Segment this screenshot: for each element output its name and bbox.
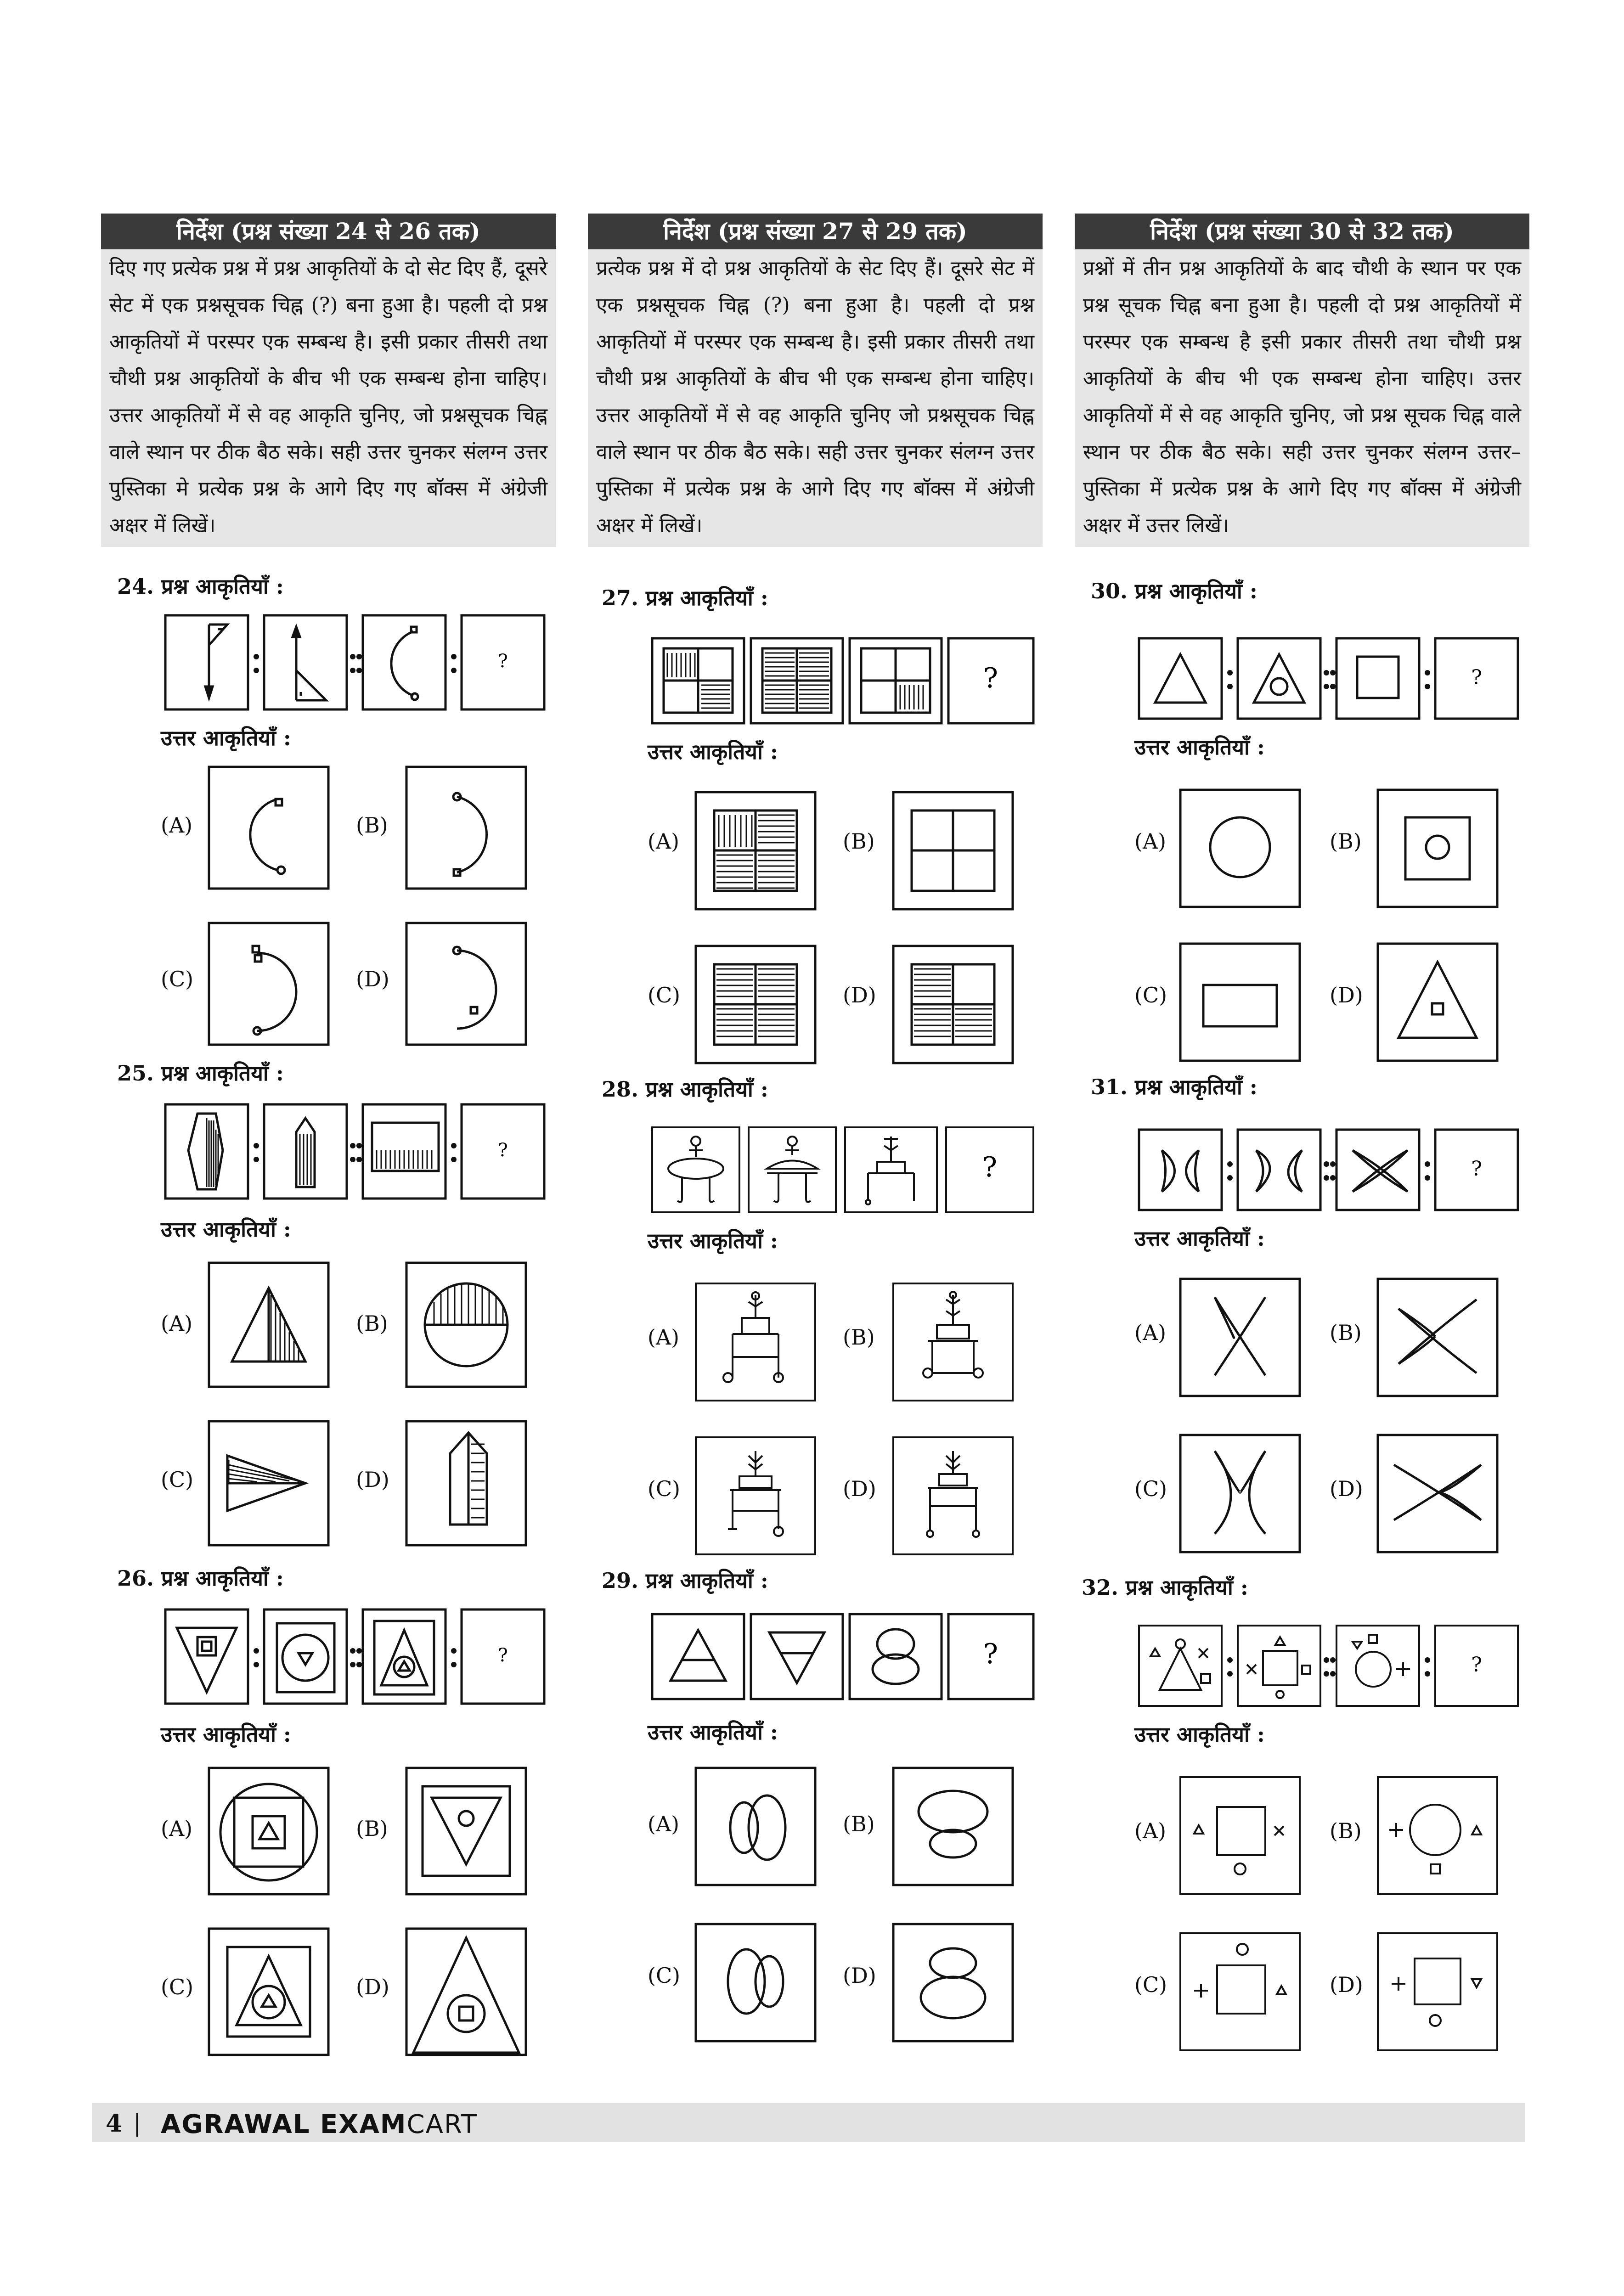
brand-name-light: CART — [406, 2110, 478, 2139]
question-number: 31. — [1091, 1075, 1128, 1099]
question-number: 26. — [117, 1566, 154, 1591]
option-d-label[interactable]: (D) — [1330, 1476, 1363, 1501]
option-c-label[interactable]: (C) — [648, 1963, 681, 1988]
q24-answer-figures[interactable] — [207, 765, 528, 1049]
answer-figures-label: उत्तर आकृतियाँ : — [161, 1217, 291, 1242]
q28-answer-figures[interactable] — [694, 1281, 1015, 1557]
option-a-label[interactable]: (A) — [648, 829, 680, 854]
option-a-label[interactable]: (A) — [648, 1325, 680, 1350]
q29-question-figures — [650, 1612, 1036, 1704]
footer-separator: | — [133, 2110, 141, 2137]
question-29-title — [602, 1566, 768, 1594]
question-mark: ? — [498, 1645, 508, 1666]
option-a-label[interactable]: (A) — [161, 813, 193, 838]
q26-answer-figures[interactable] — [207, 1766, 528, 2057]
option-c-label[interactable]: (C) — [648, 1476, 681, 1501]
question-number: 24. — [117, 574, 154, 599]
brand-logo — [161, 2110, 478, 2139]
question-number: 32. — [1082, 1575, 1119, 1600]
q24-question-figures — [163, 613, 549, 714]
question-number: 30. — [1091, 579, 1128, 603]
option-c-label[interactable]: (C) — [1134, 1476, 1167, 1501]
question-24-title — [117, 572, 284, 600]
question-figures-label: प्रश्न आकृतियाँ : — [1126, 1575, 1248, 1600]
question-28-title — [602, 1075, 768, 1103]
option-b-label[interactable]: (B) — [843, 829, 875, 854]
option-a-label[interactable]: (A) — [1134, 1818, 1167, 1843]
direction-block-30-32 — [1075, 214, 1529, 547]
q27-question-figures — [650, 636, 1036, 728]
q27-answer-figures[interactable] — [694, 790, 1015, 1065]
option-b-label[interactable]: (B) — [1330, 829, 1362, 854]
option-c-label[interactable]: (C) — [161, 967, 194, 991]
option-b-label[interactable]: (B) — [356, 1311, 388, 1336]
option-c-label[interactable]: (C) — [1134, 983, 1167, 1007]
answer-figures-label: उत्तर आकृतियाँ : — [648, 1228, 778, 1253]
question-number: 28. — [602, 1077, 639, 1102]
option-a-label[interactable]: (A) — [1134, 829, 1167, 854]
option-c-label[interactable]: (C) — [161, 1467, 194, 1492]
option-c-label[interactable]: (C) — [1134, 1972, 1167, 1997]
answer-figures-label: उत्तर आकृतियाँ : — [1134, 1226, 1265, 1251]
question-32-title — [1082, 1573, 1248, 1601]
q29-answer-figures[interactable] — [694, 1766, 1015, 2043]
answer-figures-label: उत्तर आकृतियाँ : — [1134, 1722, 1265, 1747]
q30-answer-figures[interactable] — [1178, 788, 1500, 1063]
option-d-label[interactable]: (D) — [356, 967, 389, 991]
option-d-label[interactable]: (D) — [843, 983, 876, 1007]
question-27-title — [602, 583, 768, 612]
question-figures-label: प्रश्न आकृतियाँ : — [1135, 579, 1257, 603]
direction-block-24-26 — [101, 214, 556, 547]
question-figures-label: प्रश्न आकृतियाँ : — [161, 1061, 284, 1086]
direction-text: प्रश्नों में तीन प्रश्न आकृतियों के बाद चौथी के स्थान पर एक प्रश्न सूचक चिह्न बना हुआ है। पहली दो प्रश्न आकृतियों में परस्पर एक सम्बन्ध है इसी प्रकार तीसरी तथा चौथी प्रश्न आकृतियों के बीच भी एक सम्बन्ध होना चाहिए। उत्तर आकृतियों में से वह आकृति चुनिए, जो प्रश्न सूचक चिह्न वाले स्थान पर ठीक बैठ सके। सही उत्तर चुनकर संलग्न उत्तर–पुस्तिका में प्रत्येक प्रश्न के आगे दिए गए बॉक्स में अंग्रेजी अक्षर में उत्तर लिखें। — [1075, 249, 1529, 547]
option-b-label[interactable]: (B) — [356, 1816, 388, 1841]
q25-answer-figures[interactable] — [207, 1261, 528, 1548]
question-26-title — [117, 1564, 284, 1592]
option-d-label[interactable]: (D) — [843, 1963, 876, 1988]
direction-text: दिए गए प्रत्येक प्रश्न में प्रश्न आकृतियों के दो सेट दिए हैं, दूसरे सेट में एक प्रश्नसूचक चिह्न (?) बना हुआ है। पहली दो प्रश्न आकृतियों में परस्पर एक सम्बन्ध है। इसी प्रकार तीसरी तथा चौथी प्रश्न आकृतियों के बीच भी एक सम्बन्ध होना चाहिए। उत्तर आकृतियों में से वह आकृति चुनिए, जो प्रश्नसूचक चिह्न वाले स्थान पर ठीक बैठ सके। सही उत्तर चुनकर संलग्न उत्तर पुस्तिका मे प्रत्येक प्रश्न के आगे दिए गए बॉक्स में अंग्रेजी अक्षर में लिखें। — [101, 249, 556, 547]
question-figures-label: प्रश्न आकृतियाँ : — [1135, 1075, 1257, 1099]
question-number: 27. — [602, 585, 639, 610]
option-a-label[interactable]: (A) — [1134, 1320, 1167, 1345]
q32-question-figures — [1137, 1623, 1522, 1711]
option-b-label[interactable]: (B) — [356, 813, 388, 838]
option-b-label[interactable]: (B) — [1330, 1818, 1362, 1843]
question-mark: ? — [983, 1638, 998, 1670]
question-number: 25. — [117, 1061, 154, 1086]
answer-figures-label: उत्तर आकृतियाँ : — [1134, 735, 1265, 760]
page-number: 4 — [106, 2110, 123, 2138]
answer-figures-label: उत्तर आकृतियाँ : — [648, 1720, 778, 1745]
option-a-label[interactable]: (A) — [161, 1816, 193, 1841]
answer-figures-label: उत्तर आकृतियाँ : — [161, 726, 291, 750]
question-mark: ? — [1471, 1157, 1482, 1181]
direction-block-27-29 — [588, 214, 1043, 547]
question-figures-label: प्रश्न आकृतियाँ : — [161, 574, 284, 599]
option-b-label[interactable]: (B) — [843, 1812, 875, 1836]
question-mark: ? — [498, 651, 508, 672]
question-31-title — [1091, 1072, 1257, 1101]
q30-question-figures — [1137, 636, 1522, 723]
q31-question-figures — [1137, 1127, 1522, 1215]
direction-text: प्रत्येक प्रश्न में दो प्रश्न आकृतियों के सेट दिए हैं। दूसरे सेट में एक प्रश्नसूचक चिह्न (?) बना हुआ है। पहली दो प्रश्न आकृतियों में परस्पर एक सम्बन्ध है। इसी प्रकार तीसरी तथा चौथी प्रश्न आकृतियों के बीच भी एक सम्बन्ध होना चाहिए। उत्तर आकृतियों में से वह आकृति चुनिए जो प्रश्नसूचक चिह्न वाले स्थान पर ठीक बैठ सके। सही उत्तर चुनकर संलग्न उत्तर पुस्तिका में प्रत्येक प्रश्न के आगे दिए गए बॉक्स में अंग्रेजी अक्षर में लिखें। — [588, 249, 1043, 547]
direction-heading: निर्देश (प्रश्न संख्या 30 से 32 तक) — [1075, 214, 1529, 249]
option-c-label[interactable]: (C) — [161, 1975, 194, 1999]
question-25-title — [117, 1058, 284, 1087]
option-d-label[interactable]: (D) — [1330, 983, 1363, 1007]
answer-figures-label: उत्तर आकृतियाँ : — [161, 1722, 291, 1747]
q26-question-figures — [163, 1607, 549, 1708]
question-mark: ? — [983, 662, 998, 694]
q31-answer-figures[interactable] — [1178, 1277, 1500, 1554]
option-a-label[interactable]: (A) — [161, 1311, 193, 1336]
question-mark: ? — [498, 1140, 508, 1161]
option-d-label[interactable]: (D) — [1330, 1972, 1363, 1997]
option-a-label[interactable]: (A) — [648, 1812, 680, 1836]
option-d-label[interactable]: (D) — [843, 1476, 876, 1501]
question-figures-label: प्रश्न आकृतियाँ : — [646, 1568, 768, 1593]
answer-figures-label: उत्तर आकृतियाँ : — [648, 739, 778, 764]
option-c-label[interactable]: (C) — [648, 983, 681, 1007]
question-figures-label: प्रश्न आकृतियाँ : — [161, 1566, 284, 1591]
question-mark: ? — [1471, 1653, 1482, 1677]
question-mark: ? — [1471, 666, 1482, 689]
direction-heading: निर्देश (प्रश्न संख्या 27 से 29 तक) — [588, 214, 1043, 249]
question-number: 29. — [602, 1568, 639, 1593]
q32-answer-figures[interactable] — [1178, 1775, 1500, 2053]
direction-heading: निर्देश (प्रश्न संख्या 24 से 26 तक) — [101, 214, 556, 249]
option-d-label[interactable]: (D) — [356, 1975, 389, 1999]
brand-name-bold: AGRAWAL EXAM — [161, 2110, 407, 2139]
option-d-label[interactable]: (D) — [356, 1467, 389, 1492]
question-30-title — [1091, 576, 1257, 605]
question-mark: ? — [982, 1151, 998, 1183]
option-b-label[interactable]: (B) — [1330, 1320, 1362, 1345]
question-figures-label: प्रश्न आकृतियाँ : — [646, 1077, 768, 1102]
option-b-label[interactable]: (B) — [843, 1325, 875, 1350]
q28-question-figures — [650, 1125, 1036, 1217]
page-footer — [92, 2103, 1525, 2142]
question-figures-label: प्रश्न आकृतियाँ : — [646, 585, 768, 610]
q25-question-figures — [163, 1102, 549, 1203]
